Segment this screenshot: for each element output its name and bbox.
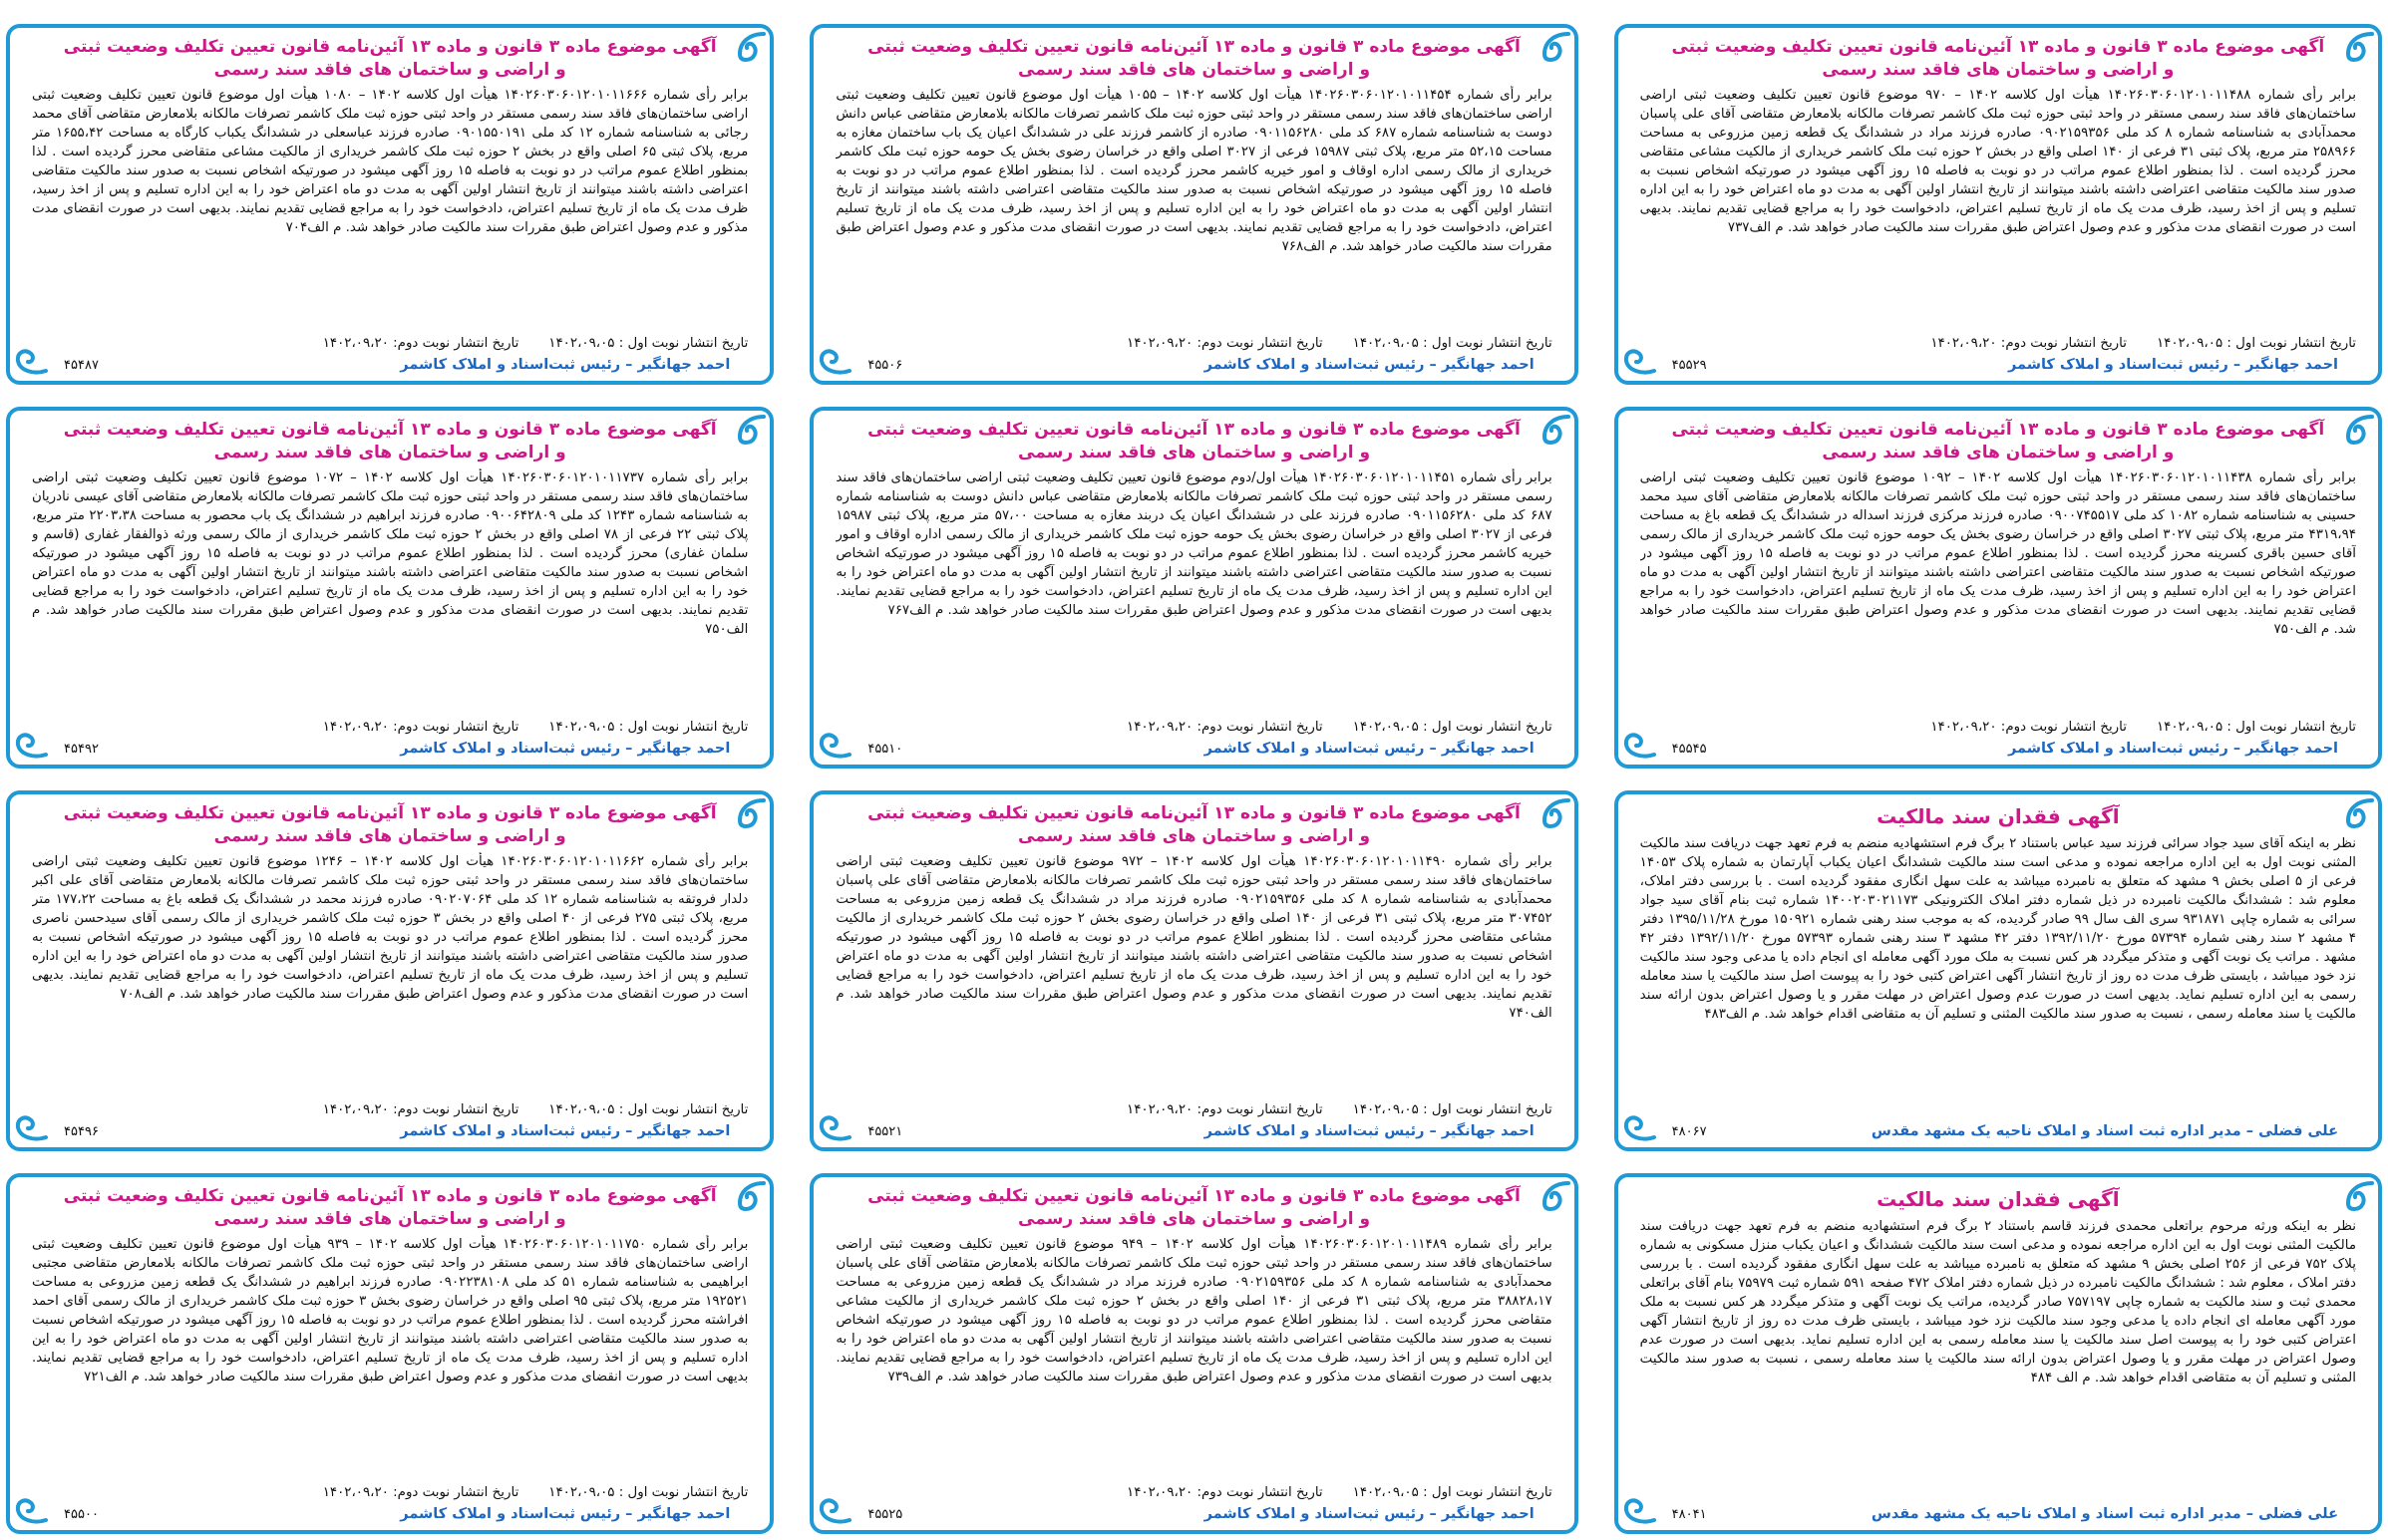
first-publication-date: تاریخ انتشار نوبت اول : ۱۴۰۲،۰۹،۰۵: [548, 336, 749, 352]
notice-code: ۴۵۴۹۲: [64, 741, 99, 757]
notice-card: [6, 1173, 774, 1534]
notice-dates: [836, 1100, 1551, 1119]
notice-signature: احمد جهانگیر – رئیس ثبت‌اسناد و املاک کاشمر: [400, 1122, 731, 1139]
notice-body: برابر رأی شماره ۱۴۰۲۶۰۳۰۶۰۱۲۰۱۰۱۱۷۵۰ هیأت اول کلاسه ۱۴۰۲ – ۹۳۹ هیأت اول موضوع قانون تعیین تکلیف وضعیت ثبتی اراضی ساختمان‌های فاقد سند رسمی مستقر در واحد ثبتی حوزه ثبت ملک کاشمر تصرفات مالکانه بلامعارض متقاضی مجتبی ابراهیمی به شناسنامه شماره ۵۱ کد ملی ۰۹۰۲۲۳۸۱۰۸ صادره فرزند ابراهیم در ششدانگ یک قطعه زمین مزروعی به مساحت ۱۹۲۵۲۱ متر مربع، پلاک ثبتی ۹۵ اصلی واقع در خراسان رضوی بخش ۳ حوزه ثبت ملک کاشمر خریداری از مالک رسمی آقای احمد افراشته محرز گردیده است . لذا بمنظور اطلاع عموم مراتب در دو نوبت به فاصله ۱۵ روز آگهی میشود در صورتیکه اشخاص نسبت به صدور سند مالکیت متقاضی اعتراضی داشته باشند میتوانند از تاریخ انتشار اولین آگهی به مدت دو ماه اعتراض خود را به این اداره تسلیم و پس از اخذ رسید، ظرف مدت یک ماه از تاریخ تسلیم اعتراض، دادخواست خود را به مراجع قضایی تقدیم نمایند. بدیهی است در صورت انقضای مدت مذکور و عدم وصول اعتراض طبق مقررات سند مالکیت صادر خواهد شد. م الف۷۲۱: [32, 1236, 749, 1385]
second-publication-date: تاریخ انتشار نوبت دوم: ۱۴۰۲،۰۹،۲۰: [1127, 1485, 1323, 1500]
notice-title: [859, 802, 1528, 848]
corner-swirl-icon: [736, 415, 766, 445]
first-publication-date: تاریخ انتشار نوبت اول : ۱۴۰۲،۰۹،۰۵: [1352, 1485, 1552, 1500]
second-publication-date: تاریخ انتشار نوبت دوم: ۱۴۰۲،۰۹،۲۰: [1930, 336, 2127, 352]
notice-card: [6, 24, 774, 385]
corner-swirl-icon: [1540, 415, 1570, 445]
corner-swirl-icon: [736, 798, 766, 828]
notice-title-line: و اراضی و ساختمان های فاقد سند رسمی: [1822, 60, 2175, 80]
notice-code: ۴۵۵۲۱: [867, 1123, 903, 1139]
notice-card: [810, 24, 1577, 385]
footer-swirl-icon: [1622, 1113, 1656, 1141]
first-publication-date: تاریخ انتشار نوبت اول : ۱۴۰۲،۰۹،۰۵: [2156, 719, 2356, 735]
notice-signature: احمد جهانگیر – رئیس ثبت‌اسناد و املاک کاشمر: [2007, 740, 2338, 757]
first-publication-date: تاریخ انتشار نوبت اول : ۱۴۰۲،۰۹،۰۵: [1352, 336, 1552, 352]
notice-signature: احمد جهانگیر – رئیس ثبت‌اسناد و املاک کاشمر: [400, 357, 731, 374]
notice-title: [1664, 802, 2332, 830]
corner-swirl-icon: [736, 1181, 766, 1211]
notice-dates: [32, 1483, 748, 1502]
second-publication-date: تاریخ انتشار نوبت دوم: ۱۴۰۲،۰۹،۲۰: [322, 1485, 519, 1500]
notice-body: برابر رأی شماره ۱۴۰۲۶۰۳۰۶۰۱۲۰۱۰۱۱۷۳۷ هیأت اول کلاسه ۱۴۰۲ – ۱۰۷۲ موضوع قانون تعیین تکلیف وضعیت ثبتی اراضی ساختمان‌های فاقد سند رسمی مستقر در واحد ثبتی حوزه ثبت ملک کاشمر تصرفات مالکانه بلامعارض متقاضی آقای عیسی نادریان به شناسنامه شماره ۱۲۴۳ کد ملی ۰۹۰۰۶۴۲۸۰۹ صادره فرزند ابراهیم در ششدانگ یک باب محصور به مساحت ۲۲۰۳،۳۸ متر مربع، پلاک ثبتی ۲۲ فرعی از ۷۸ اصلی واقع در بخش ۲ حوزه ثبت ملک کاشمر خریداری از مالک رسمی ورثه ذوالفقار غفاری (قاسم و سلمان غفاری) محرز گردیده است . لذا بمنظور اطلاع عموم مراتب در دو نوبت به فاصله ۱۵ روز آگهی میشود در صورتیکه اشخاص نسبت به صدور سند مالکیت متقاضی اعتراضی داشته باشند میتوانند از تاریخ انتشار اولین آگهی به مدت دو ماه اعتراض خود را به این اداره تسلیم و پس از اخذ رسید، ظرف مدت یک ماه از تاریخ تسلیم اعتراض، دادخواست خود را به مراجع قضایی تقدیم نمایند. بدیهی است در صورت انقضای مدت مذکور و عدم وصول اعتراض طبق مقررات سند مالکیت صادر خواهد شد. م الف۷۵۰: [32, 470, 749, 638]
notice-title: [56, 1185, 724, 1231]
notice-footer: [836, 739, 1551, 759]
notice-footer: [1640, 1121, 2356, 1141]
footer-swirl-icon: [1622, 347, 1656, 375]
footer-swirl-icon: [818, 731, 852, 759]
second-publication-date: تاریخ انتشار نوبت دوم: ۱۴۰۲،۰۹،۲۰: [1127, 719, 1323, 735]
notice-title-line: و اراضی و ساختمان های فاقد سند رسمی: [1018, 1208, 1371, 1229]
notice-card: [1614, 1173, 2382, 1534]
notice-body: برابر رأی شماره ۱۴۰۲۶۰۳۰۶۰۱۲۰۱۰۱۱۴۵۱ هیأت اول/دوم موضوع قانون تعیین تکلیف وضعیت ثبتی اراضی ساختمان‌های فاقد سند رسمی مستقر در واحد ثبتی حوزه ثبت ملک کاشمر تصرفات مالکانه بلامعارض متقاضی عباس دانش دوست به شناسنامه شماره ۶۸۷ کد ملی ۰۹۰۱۱۵۶۲۸۰ صادره فرزند علی در ششدانگ اعیان یک دربند مغازه به مساحت ۵۷،۰۰ متر مربع، پلاک ثبتی ۱۵۹۸۷ فرعی از ۳۰۲۷ اصلی واقع در خراسان رضوی بخش یک حومه حوزه ثبت ملک کاشمر خریداری از مالک رسمی اداره اوقاف و امور خیریه کاشمر محرز گردیده است . لذا بمنظور اطلاع عموم مراتب در دو نوبت به فاصله ۱۵ روز آگهی میشود در صورتیکه اشخاص نسبت به صدور سند مالکیت متقاضی اعتراضی داشته باشند میتوانند از تاریخ انتشار اولین آگهی به مدت دو ماه اعتراض خود را به این اداره تسلیم و پس از اخذ رسید، ظرف مدت یک ماه از تاریخ تسلیم اعتراض، دادخواست خود را به مراجع قضایی تقدیم نمایند. بدیهی است در صورت انقضای مدت مذکور و عدم وصول اعتراض طبق مقررات سند مالکیت صادر خواهد شد. م الف۷۶۷: [836, 470, 1552, 619]
corner-swirl-icon: [1540, 798, 1570, 828]
notice-card: [1614, 790, 2382, 1151]
notice-title-line: آگهی موضوع ماده ۳ قانون و ماده ۱۳ آئین‌نامه قانون تعیین تکلیف وضعیت ثبتی: [867, 1185, 1521, 1206]
notice-footer: [32, 355, 748, 375]
notice-title: [859, 1185, 1528, 1231]
notice-signature: احمد جهانگیر – رئیس ثبت‌اسناد و املاک کاشمر: [1203, 1122, 1535, 1139]
notice-title-line: آگهی موضوع ماده ۳ قانون و ماده ۱۳ آئین‌نامه قانون تعیین تکلیف وضعیت ثبتی: [63, 37, 717, 57]
first-publication-date: تاریخ انتشار نوبت اول : ۱۴۰۲،۰۹،۰۵: [1352, 1101, 1552, 1117]
notice-code: ۴۵۵۰۶: [867, 358, 903, 374]
notice-body: برابر رأی شماره ۱۴۰۲۶۰۳۰۶۰۱۲۰۱۰۱۱۶۶۶ هیأت اول کلاسه ۱۴۰۲ – ۱۰۸۰ هیأت اول موضوع قانون تعیین تکلیف وضعیت ثبتی اراضی ساختمان‌های فاقد سند رسمی مستقر در واحد ثبتی حوزه ثبت ملک کاشمر تصرفات مالکانه بلامعارض متقاضی آقای محمد رجائی به شناسنامه شماره ۱۲ کد ملی ۰۹۰۱۵۵۰۱۹۱ صادره فرزند عباسعلی در ششدانگ یکباب کارگاه به مساحت ۱۶۵۵،۴۲ متر مربع، پلاک ثبتی ۶۵ اصلی واقع در بخش ۲ حوزه ثبت ملک کاشمر خریداری از مالکیت مشاعی متقاضی محرز گردیده است . لذا بمنظور اطلاع عموم مراتب در دو نوبت به فاصله ۱۵ روز آگهی میشود در صورتیکه اشخاص نسبت به صدور سند مالکیت متقاضی اعتراضی داشته باشند میتوانند از تاریخ انتشار اولین آگهی به مدت دو ماه اعتراض خود را به این اداره تسلیم و پس از اخذ رسید، ظرف مدت یک ماه از تاریخ تسلیم اعتراض، دادخواست خود را به مراجع قضایی تقدیم نمایند. بدیهی است در صورت انقضای مدت مذکور و عدم وصول اعتراض طبق مقررات سند مالکیت صادر خواهد شد. م الف۷۰۴: [32, 88, 749, 235]
second-publication-date: تاریخ انتشار نوبت دوم: ۱۴۰۲،۰۹،۲۰: [1127, 336, 1323, 352]
footer-swirl-icon: [14, 1113, 48, 1141]
notice-dates: [836, 334, 1551, 353]
notice-footer: [32, 1121, 748, 1141]
first-publication-date: تاریخ انتشار نوبت اول : ۱۴۰۲،۰۹،۰۵: [548, 719, 749, 735]
notice-body: برابر رأی شماره ۱۴۰۲۶۰۳۰۶۰۱۲۰۱۰۱۱۴۹۰ هیأت اول کلاسه ۱۴۰۲ – ۹۷۲ موضوع قانون تعیین تکلیف وضعیت ثبتی اراضی ساختمان‌های فاقد سند رسمی مستقر در واحد ثبتی حوزه ثبت ملک کاشمر تصرفات مالکانه بلامعارض متقاضی آقای علی پاسبان محمدآبادی به شناسنامه شماره ۸ کد ملی ۰۹۰۲۱۵۹۳۵۶ صادره فرزند مراد در ششدانگ یک قطعه زمین مزروعی به مساحت ۳۰۷۴۵۲ متر مربع، پلاک ثبتی ۳۱ فرعی از ۱۴۰ اصلی واقع در خراسان رضوی بخش ۲ حوزه ثبت ملک کاشمر خریداری از مالکیت مشاعی متقاضی محرز گردیده است . لذا بمنظور اطلاع عموم مراتب در دو نوبت به فاصله ۱۵ روز آگهی میشود در صورتیکه اشخاص نسبت به صدور سند مالکیت متقاضی اعتراضی داشته باشند میتوانند از تاریخ انتشار اولین آگهی به مدت دو ماه اعتراض خود را به این اداره تسلیم و پس از اخذ رسید، ظرف مدت یک ماه از تاریخ تسلیم اعتراض، دادخواست خود را به مراجع قضایی تقدیم نمایند. بدیهی است در صورت انقضای مدت مذکور و عدم وصول اعتراض طبق مقررات سند مالکیت صادر خواهد شد. م الف۷۴۰: [836, 853, 1552, 1021]
notice-title-line: و اراضی و ساختمان های فاقد سند رسمی: [1822, 443, 2175, 463]
notice-title-line: آگهی موضوع ماده ۳ قانون و ماده ۱۳ آئین‌نامه قانون تعیین تکلیف وضعیت ثبتی: [867, 420, 1521, 441]
second-publication-date: تاریخ انتشار نوبت دوم: ۱۴۰۲،۰۹،۲۰: [322, 719, 519, 735]
corner-swirl-icon: [1540, 1181, 1570, 1211]
notice-title-line: آگهی فقدان سند مالکیت: [1876, 1186, 2120, 1211]
notice-code: ۴۵۵۲۹: [1671, 358, 1707, 374]
footer-swirl-icon: [818, 1113, 852, 1141]
corner-swirl-icon: [2344, 415, 2374, 445]
first-publication-date: تاریخ انتشار نوبت اول : ۱۴۰۲،۰۹،۰۵: [548, 1485, 749, 1500]
notice-card: [6, 790, 774, 1151]
notice-dates: [836, 1483, 1551, 1502]
notice-title-line: و اراضی و ساختمان های فاقد سند رسمی: [213, 443, 566, 463]
notice-title-line: آگهی موضوع ماده ۳ قانون و ماده ۱۳ آئین‌نامه قانون تعیین تکلیف وضعیت ثبتی: [1671, 420, 2325, 441]
notice-title-line: و اراضی و ساختمان های فاقد سند رسمی: [213, 1208, 566, 1229]
notice-signature: علی فضلی – مدیر اداره ثبت اسناد و املاک ناحیه یک مشهد مقدس: [1871, 1122, 2338, 1139]
notice-body: برابر رأی شماره ۱۴۰۲۶۰۳۰۶۰۱۲۰۱۰۱۱۴۸۸ هیأت اول کلاسه ۱۴۰۲ – ۹۷۰ موضوع قانون تعیین تکلیف وضعیت ثبتی اراضی ساختمان‌های فاقد سند رسمی مستقر در واحد ثبتی حوزه ثبت ملک کاشمر تصرفات مالکانه بلامعارض متقاضی آقای علی پاسبان محمدآبادی به شناسنامه شماره ۸ کد ملی ۰۹۰۲۱۵۹۳۵۶ صادره فرزند مراد در ششدانگ یک قطعه زمین مزروعی به مساحت ۲۵۸۹۶۶ متر مربع، پلاک ثبتی ۳۱ فرعی از ۱۴۰ اصلی واقع در بخش ۲ حوزه ثبت ملک کاشمر خریداری از مالکیت مشاعی متقاضی محرز گردیده است . لذا بمنظور اطلاع عموم مراتب در دو نوبت به فاصله ۱۵ روز آگهی میشود در صورتیکه اشخاص نسبت به صدور سند مالکیت متقاضی اعتراضی داشته باشند میتوانند از تاریخ انتشار اولین آگهی به مدت دو ماه اعتراض خود را به این اداره تسلیم و پس از اخذ رسید، ظرف مدت یک ماه از تاریخ تسلیم اعتراض، دادخواست خود را به مراجع قضایی تقدیم نمایند. بدیهی است در صورت انقضای مدت مذکور و عدم وصول اعتراض طبق مقررات سند مالکیت صادر خواهد شد. م الف۷۳۷: [1639, 88, 2356, 235]
notice-code: ۴۵۵۱۰: [867, 741, 903, 757]
footer-swirl-icon: [1622, 1496, 1656, 1524]
notice-title-line: و اراضی و ساختمان های فاقد سند رسمی: [1018, 825, 1371, 846]
notice-title-line: و اراضی و ساختمان های فاقد سند رسمی: [1018, 443, 1371, 463]
notice-signature: احمد جهانگیر – رئیس ثبت‌اسناد و املاک کاشمر: [1203, 1506, 1535, 1522]
notice-signature: علی فضلی – مدیر اداره ثبت اسناد و املاک ناحیه یک مشهد مقدس: [1871, 1506, 2338, 1522]
corner-swirl-icon: [736, 32, 766, 62]
notice-footer: [836, 355, 1551, 375]
notice-card: [810, 407, 1577, 768]
notice-card: [1614, 407, 2382, 768]
notice-footer: [1640, 739, 2356, 759]
notice-body: برابر رأی شماره ۱۴۰۲۶۰۳۰۶۰۱۲۰۱۰۱۱۴۸۹ هیأت اول کلاسه ۱۴۰۲ – ۹۴۹ موضوع قانون تعیین تکلیف وضعیت ثبتی اراضی ساختمان‌های فاقد سند رسمی مستقر در واحد ثبتی حوزه ثبت ملک کاشمر تصرفات مالکانه بلامعارض متقاضی آقای علی پاسبان محمدآبادی به شناسنامه شماره ۸ کد ملی ۰۹۰۲۱۵۹۳۵۶ صادره فرزند مراد در ششدانگ یک قطعه زمین مزروعی به مساحت ۳۸۸۲۸،۱۷ متر مربع، پلاک ثبتی ۳۱ فرعی از ۱۴۰ اصلی واقع در بخش ۲ حوزه ثبت ملک کاشمر خریداری از مالکیت مشاعی متقاضی محرز گردیده است . لذا بمنظور اطلاع عموم مراتب در دو نوبت به فاصله ۱۵ روز آگهی میشود در صورتیکه اشخاص نسبت به صدور سند مالکیت متقاضی اعتراضی داشته باشند میتوانند از تاریخ انتشار اولین آگهی به مدت دو ماه اعتراض خود را به این اداره تسلیم و پس از اخذ رسید، ظرف مدت یک ماه از تاریخ تسلیم اعتراض، دادخواست خود را به مراجع قضایی تقدیم نمایند. بدیهی است در صورت انقضای مدت مذکور و عدم وصول اعتراض طبق مقررات سند مالکیت صادر خواهد شد. م الف۷۳۹: [836, 1236, 1552, 1385]
notice-title: [859, 419, 1528, 464]
notice-dates: [32, 1100, 748, 1119]
notice-body: برابر رأی شماره ۱۴۰۲۶۰۳۰۶۰۱۲۰۱۰۱۱۶۶۲ هیأت اول کلاسه ۱۴۰۲ – ۱۲۴۶ موضوع قانون تعیین تکلیف وضعیت ثبتی اراضی ساختمان‌های فاقد سند رسمی مستقر در واحد ثبتی حوزه ثبت ملک کاشمر تصرفات مالکانه بلامعارض متقاضی آقای علی اکبر دلدار فروتقه به شناسنامه شماره ۱۲ کد ملی ۰۹۰۲۰۷۰۶۴ صادره فرزند محمد در ششدانگ یک قطعه باغ به مساحت ۱۷۷،۲۲ متر مربع، پلاک ثبتی ۲۷۵ فرعی از ۴۰ اصلی واقع در بخش ۳ حوزه ثبت ملک کاشمر خریداری از مالک رسمی آقای سیدحسن ناصری محرز گردیده است . لذا بمنظور اطلاع عموم مراتب در دو نوبت به فاصله ۱۵ روز آگهی میشود در صورتیکه اشخاص نسبت به صدور سند مالکیت متقاضی اعتراضی داشته باشند میتوانند از تاریخ انتشار اولین آگهی به مدت دو ماه اعتراض خود را به این اداره تسلیم و پس از اخذ رسید، ظرف مدت یک ماه از تاریخ تسلیم اعتراض، دادخواست خود را به مراجع قضایی تقدیم نمایند. بدیهی است در صورت انقضای مدت مذکور و عدم وصول اعتراض طبق مقررات سند مالکیت صادر خواهد شد. م الف۷۰۸: [32, 853, 749, 1002]
notice-title: [56, 419, 724, 464]
notice-body: برابر رأی شماره ۱۴۰۲۶۰۳۰۶۰۱۲۰۱۰۱۱۴۳۸ هیأت اول کلاسه ۱۴۰۲ – ۱۰۹۲ موضوع قانون تعیین تکلیف وضعیت ثبتی اراضی ساختمان‌های فاقد سند رسمی مستقر در واحد ثبتی حوزه ثبت ملک کاشمر تصرفات مالکانه بلامعارض متقاضی آقای سید محمد حسینی به شناسنامه شماره ۱۰۸۲ کد ملی ۰۹۰۰۷۴۵۵۱۷ صادره فرزند مرکزی فرزند اسداله در ششدانگ یک قطعه باغ به مساحت ۴۳۱۹،۹۴ متر مربع، پلاک ثبتی ۳۰۲۷ اصلی واقع در خراسان رضوی بخش یک حومه حوزه ثبت ملک کاشمر خریداری از مالک رسمی آقای حسین باقری کسرینه محرز گردیده است . لذا بمنظور اطلاع عموم مراتب در دو نوبت به فاصله ۱۵ روز آگهی میشود در صورتیکه اشخاص نسبت به صدور سند مالکیت متقاضی اعتراضی داشته باشند میتوانند از تاریخ انتشار اولین آگهی به مدت دو ماه اعتراض خود را به این اداره تسلیم و پس از اخذ رسید، ظرف مدت یک ماه از تاریخ تسلیم اعتراض، دادخواست خود را به مراجع قضایی تقدیم نمایند. بدیهی است در صورت انقضای مدت مذکور و عدم وصول اعتراض طبق مقررات سند مالکیت صادر خواهد شد. م الف۷۵۰: [1639, 470, 2356, 638]
notice-code: ۴۵۵۲۵: [867, 1507, 903, 1522]
notice-signature: احمد جهانگیر – رئیس ثبت‌اسناد و املاک کاشمر: [400, 1506, 731, 1522]
notice-code: ۴۵۴۹۶: [64, 1123, 99, 1139]
notice-footer: [32, 739, 748, 759]
notice-card: [810, 1173, 1577, 1534]
notice-title: [859, 36, 1528, 82]
notice-title-line: آگهی فقدان سند مالکیت: [1876, 803, 2120, 828]
notice-title-line: آگهی موضوع ماده ۳ قانون و ماده ۱۳ آئین‌نامه قانون تعیین تکلیف وضعیت ثبتی: [1671, 37, 2325, 57]
notice-code: ۴۵۵۴۵: [1671, 741, 1707, 757]
notice-card: [1614, 24, 2382, 385]
second-publication-date: تاریخ انتشار نوبت دوم: ۱۴۰۲،۰۹،۲۰: [322, 336, 519, 352]
notice-title-line: آگهی موضوع ماده ۳ قانون و ماده ۱۳ آئین‌نامه قانون تعیین تکلیف وضعیت ثبتی: [63, 1185, 717, 1206]
notice-title-line: و اراضی و ساختمان های فاقد سند رسمی: [1018, 60, 1371, 80]
notice-title: [56, 802, 724, 848]
second-publication-date: تاریخ انتشار نوبت دوم: ۱۴۰۲،۰۹،۲۰: [322, 1101, 519, 1117]
first-publication-date: تاریخ انتشار نوبت اول : ۱۴۰۲،۰۹،۰۵: [2156, 336, 2356, 352]
notice-title: [56, 36, 724, 82]
footer-swirl-icon: [14, 1496, 48, 1524]
notice-title-line: و اراضی و ساختمان های فاقد سند رسمی: [213, 60, 566, 80]
notice-body: نظر به اینکه ورثه مرحوم براتعلی محمدی فرزند قاسم باستناد ۲ برگ فرم استشهادیه منضم به فرم تعهد جهت دریافت سند مالکیت المثنی نوبت اول به این اداره مراجعه نموده و مدعی است سند مالکیت ششدانگ و اعیان یکباب منزل مسکونی به شماره پلاک ۷۵۲ فرعی از ۲۵۶ اصلی بخش ۹ مشهد که متعلق به نامبرده میباشد به علت سهل انگاری مفقود گردیده است . با بررسی دفتر املاک ، معلوم شد : ششدانگ مالکیت نامبرده در ذیل شماره دفتر املاک ۴۷۲ صفحه ۵۹۱ شماره ثبت ۷۵۹۷۹ بنام آقای براتعلی محمدی ثبت و سند مالکیت به شماره چاپی ۷۵۷۱۹۷ صادر گردیده، مراتب یک نوبت آگهی و متذکر میگردد هر کس نسبت به ملک مورد آگهی معامله ای انجام داده یا مدعی وجود سند مالکیت نزد خود میباشد ، بایستی ظرف مدت ده روز از تاریخ انتشار آگهی اعتراض کتبی خود را به پیوست اصل سند مالکیت یا سند معامله رسمی به این اداره تسلیم نماید. بدیهی است در صورت عدم وصول اعتراض در مهلت مقرر و یا وصول اعتراض بدون ارائه سند مالکیت یا سند معامله رسمی ، نسبت به صدور سند مالکیت المثنی و تسلیم آن به متقاضی اقدام خواهد شد. م الف ۴۸۴: [1639, 1218, 2356, 1386]
notice-title: [1664, 1185, 2332, 1213]
footer-swirl-icon: [1622, 731, 1656, 759]
corner-swirl-icon: [2344, 1181, 2374, 1211]
notice-signature: احمد جهانگیر – رئیس ثبت‌اسناد و املاک کاشمر: [1203, 740, 1535, 757]
notice-dates: [836, 718, 1551, 737]
notice-code: ۴۸۰۶۷: [1671, 1123, 1707, 1139]
notice-body: برابر رأی شماره ۱۴۰۲۶۰۳۰۶۰۱۲۰۱۰۱۱۴۵۴ هیأت اول کلاسه ۱۴۰۲ – ۱۰۵۵ هیأت اول موضوع قانون تعیین تکلیف وضعیت ثبتی اراضی ساختمان‌های فاقد سند رسمی مستقر در واحد ثبتی حوزه ثبت ملک کاشمر تصرفات مالکانه بلامعارض متقاضی عباس دانش دوست به شناسنامه شماره ۶۸۷ کد ملی ۰۹۰۱۱۵۶۲۸۰ صادره از کاشمر فرزند علی در ششدانگ اعیان یک باب ساختمان مغازه به مساحت ۵۲،۱۵ متر مربع، پلاک ثبتی ۱۵۹۸۷ فرعی از ۳۰۲۷ اصلی واقع در خراسان رضوی بخش یک حومه حوزه ثبت ملک کاشمر خریداری از مالک رسمی اداره اوقاف و امور خیریه کاشمر محرز گردیده است . لذا بمنظور اطلاع عموم مراتب در دو نوبت به فاصله ۱۵ روز آگهی میشود در صورتیکه اشخاص نسبت به صدور سند مالکیت متقاضی اعتراضی داشته باشند میتوانند از تاریخ انتشار اولین آگهی به مدت دو ماه اعتراض خود را به این اداره تسلیم و پس از اخذ رسید، ظرف مدت یک ماه از تاریخ تسلیم اعتراض، دادخواست خود را به مراجع قضایی تقدیم نمایند. بدیهی است در صورت انقضای مدت مذکور و عدم وصول اعتراض طبق مقررات سند مالکیت صادر خواهد شد. م الف۷۶۸: [836, 88, 1552, 254]
notice-title: [1664, 419, 2332, 464]
notice-title-line: آگهی موضوع ماده ۳ قانون و ماده ۱۳ آئین‌نامه قانون تعیین تکلیف وضعیت ثبتی: [867, 37, 1521, 57]
footer-swirl-icon: [818, 347, 852, 375]
corner-swirl-icon: [2344, 32, 2374, 62]
notice-title-line: و اراضی و ساختمان های فاقد سند رسمی: [213, 825, 566, 846]
notice-title-line: آگهی موضوع ماده ۳ قانون و ماده ۱۳ آئین‌نامه قانون تعیین تکلیف وضعیت ثبتی: [63, 420, 717, 441]
notice-body: نظر به اینکه آقای سید جواد سرائی فرزند سید عباس باستناد ۲ برگ فرم استشهادیه منضم به فرم تعهد جهت دریافت سند مالکیت المثنی نوبت اول به این اداره مراجعه نموده و مدعی است سند مالکیت ششدانگ اعیان یکباب آپارتمان به شماره پلاک ۱۴۰۵۳ فرعی از ۵ اصلی بخش ۹ مشهد که متعلق به نامبرده میباشد به علت سهل انگاری مفقود گردیده است . با بررسی دفتر املاک، معلوم شد : ششدانگ مالکیت نامبرده در ذیل شماره دفتر املاک الکترونیکی ۱۴۰۰۲۰۳۰۲۱۱۷۳ شماره ثبت بنام آقای سید جواد سرائی به شماره چاپی ۹۳۱۸۷۱ سری الف سال ۹۹ صادر گردیده، که به موجب سند رهنی شماره ۱۵۰۹۲۱ مورخ ۱۳۹۵/۱۱/۲۸ دفتر ۴ مشهد ۲ سند رهنی شماره ۵۷۳۹۴ مورخ ۱۳۹۲/۱۱/۲۰ دفتر ۴۲ مشهد ۳ سند رهنی شماره ۵۷۳۹۳ مورخ ۱۳۹۲/۱۱/۲۰ دفتر ۴۲ مشهد . مراتب یک نوبت آگهی و متذکر میگردد هر کس نسبت به ملک مورد آگهی معامله ای انجام داده یا مدعی وجود سند مالکیت نزد خود میباشد ، بایستی ظرف مدت ده روز از تاریخ انتشار آگهی اعتراض کتبی خود را به پیوست اصل سند مالکیت یا سند معامله رسمی به این اداره تسلیم نماید. بدیهی است در صورت عدم وصول اعتراض در مهلت مقرر و یا وصول اعتراض بدون ارائه سند مالکیت یا سند معامله رسمی ، نسبت به صدور سند مالکیت المثنی و تسلیم آن به متقاضی اقدام خواهد شد. م الف۴۸۳: [1639, 835, 2356, 1022]
footer-swirl-icon: [14, 347, 48, 375]
notice-title-line: آگهی موضوع ماده ۳ قانون و ماده ۱۳ آئین‌نامه قانون تعیین تکلیف وضعیت ثبتی: [63, 802, 717, 823]
corner-swirl-icon: [1540, 32, 1570, 62]
notice-footer: [32, 1504, 748, 1524]
notice-code: ۴۸۰۴۱: [1671, 1507, 1707, 1522]
notice-footer: [1640, 1504, 2356, 1524]
second-publication-date: تاریخ انتشار نوبت دوم: ۱۴۰۲،۰۹،۲۰: [1127, 1101, 1323, 1117]
notice-card: [6, 407, 774, 768]
second-publication-date: تاریخ انتشار نوبت دوم: ۱۴۰۲،۰۹،۲۰: [1930, 719, 2127, 735]
first-publication-date: تاریخ انتشار نوبت اول : ۱۴۰۲،۰۹،۰۵: [1352, 719, 1552, 735]
footer-swirl-icon: [818, 1496, 852, 1524]
footer-swirl-icon: [14, 731, 48, 759]
notice-signature: احمد جهانگیر – رئیس ثبت‌اسناد و املاک کاشمر: [2007, 357, 2338, 374]
notice-dates: [1640, 334, 2356, 353]
notice-signature: احمد جهانگیر – رئیس ثبت‌اسناد و املاک کاشمر: [1203, 357, 1535, 374]
corner-swirl-icon: [2344, 798, 2374, 828]
notice-dates: [1640, 718, 2356, 737]
notice-title: [1664, 36, 2332, 82]
notice-footer: [836, 1504, 1551, 1524]
first-publication-date: تاریخ انتشار نوبت اول : ۱۴۰۲،۰۹،۰۵: [548, 1101, 749, 1117]
notice-signature: احمد جهانگیر – رئیس ثبت‌اسناد و املاک کاشمر: [400, 740, 731, 757]
notice-code: ۴۵۴۸۷: [64, 358, 99, 374]
notice-code: ۴۵۵۰۰: [64, 1507, 99, 1522]
notice-footer: [1640, 355, 2356, 375]
notice-dates: [32, 718, 748, 737]
notice-footer: [836, 1121, 1551, 1141]
notice-card: [810, 790, 1577, 1151]
notice-title-line: آگهی موضوع ماده ۳ قانون و ماده ۱۳ آئین‌نامه قانون تعیین تکلیف وضعیت ثبتی: [867, 802, 1521, 823]
notice-dates: [32, 334, 748, 353]
